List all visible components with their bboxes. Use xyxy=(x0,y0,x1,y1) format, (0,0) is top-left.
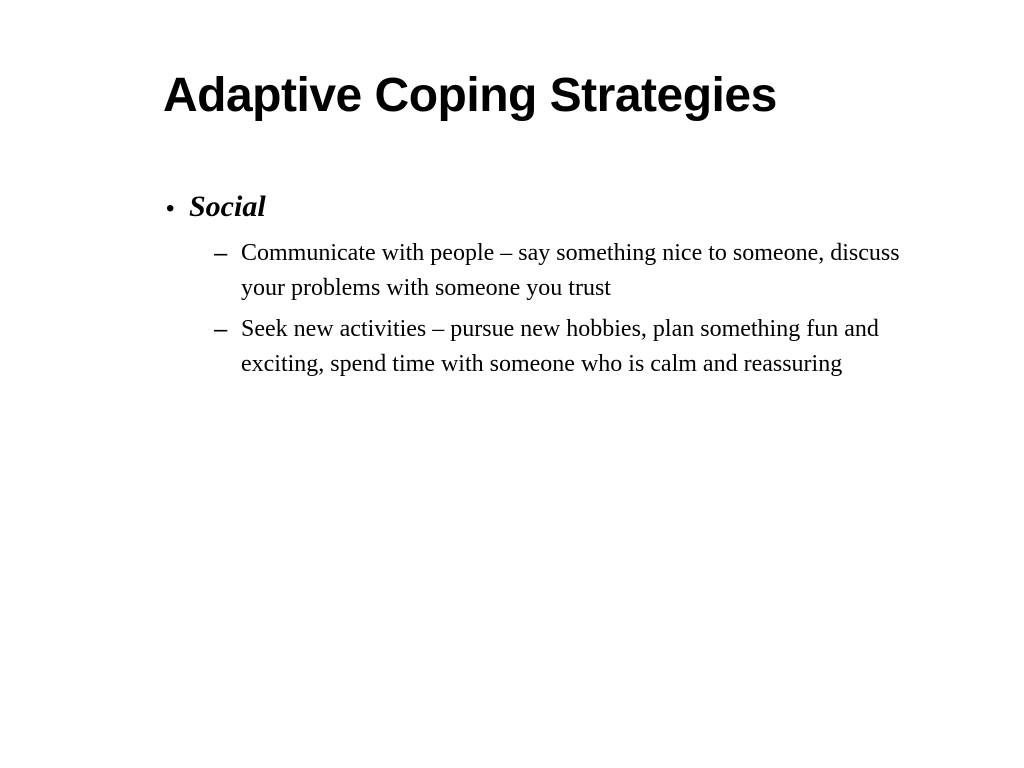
bullet-list xyxy=(166,188,966,388)
bullet-item-social xyxy=(166,188,966,228)
sub-bullet-item-communicate xyxy=(214,236,949,306)
sub-bullet-text: Seek new activities – pursue new hobbies, plan something fun and exciting, spend time with someone who is calm and reassuring xyxy=(241,316,879,377)
dash-marker: – xyxy=(214,316,228,343)
sub-bullet-text: Communicate with people – say something nice to someone, discuss your problems with someone you trust xyxy=(241,240,900,301)
bullet-marker: • xyxy=(166,195,175,222)
sub-bullet-list xyxy=(214,236,949,382)
bullet-label: Social xyxy=(189,190,266,223)
slide-title: Adaptive Coping Strategies xyxy=(163,69,777,122)
dash-marker: – xyxy=(214,240,228,267)
sub-bullet-item-seek-activities xyxy=(214,312,949,382)
